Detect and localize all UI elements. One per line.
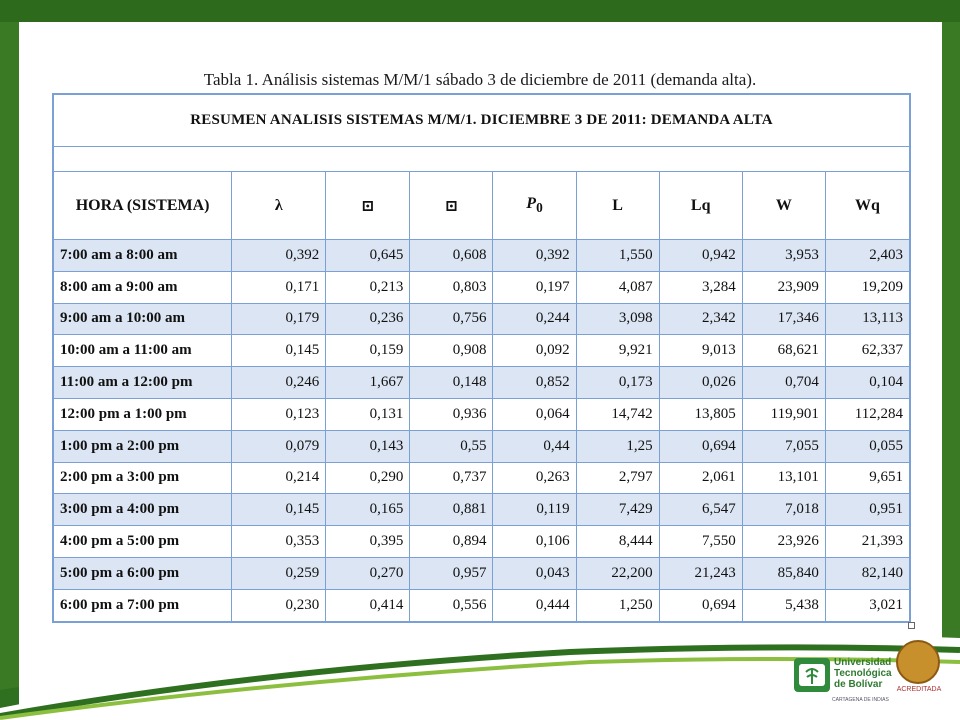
row-hora: 8:00 am a 9:00 am <box>54 271 232 303</box>
cell-value: 0,259 <box>232 557 326 589</box>
summary-table <box>52 93 911 623</box>
cell-value: 85,840 <box>742 557 825 589</box>
cell-value: 22,200 <box>576 557 659 589</box>
university-name <box>834 657 892 690</box>
cell-value: 0,694 <box>659 430 742 462</box>
cell-value: 0,173 <box>576 367 659 399</box>
cell-value: 14,742 <box>576 398 659 430</box>
cell-value: 0,55 <box>410 430 493 462</box>
cell-value: 0,079 <box>232 430 326 462</box>
row-hora: 10:00 am a 11:00 am <box>54 335 232 367</box>
cell-value: 13,805 <box>659 398 742 430</box>
row-hora: 1:00 pm a 2:00 pm <box>54 430 232 462</box>
table-row <box>54 526 910 558</box>
blank-row <box>54 147 910 172</box>
cell-value: 0,694 <box>659 589 742 621</box>
cell-value: 4,087 <box>576 271 659 303</box>
cell-value: 0,131 <box>326 398 410 430</box>
cell-value: 0,645 <box>326 240 410 272</box>
cell-value: 2,403 <box>825 240 909 272</box>
col-header-lq: Lq <box>659 172 742 240</box>
cell-value: 0,803 <box>410 271 493 303</box>
table-row <box>54 240 910 272</box>
cell-value: 7,550 <box>659 526 742 558</box>
cell-value: 23,926 <box>742 526 825 558</box>
cell-value: 0,165 <box>326 494 410 526</box>
col-header-p0: $P_0$ <box>493 172 576 240</box>
cell-value: 8,444 <box>576 526 659 558</box>
cell-value: 2,342 <box>659 303 742 335</box>
cell-value: 1,667 <box>326 367 410 399</box>
cell-value: 0,106 <box>493 526 576 558</box>
cell-value: 21,393 <box>825 526 909 558</box>
cell-value: 7,055 <box>742 430 825 462</box>
table-row <box>54 430 910 462</box>
slide-marker-box <box>908 622 915 629</box>
accreditation-seal-icon <box>896 640 940 684</box>
seal-label: ACREDITADA <box>896 686 942 693</box>
cell-value: 0,043 <box>493 557 576 589</box>
cell-value: 1,550 <box>576 240 659 272</box>
cell-value: 82,140 <box>825 557 909 589</box>
col-header-wq: Wq <box>825 172 909 240</box>
cell-value: 0,145 <box>232 335 326 367</box>
col-header-mu-icon: ⊡ <box>326 172 410 240</box>
logo-line3: de Bolívar <box>834 679 883 690</box>
cell-value: 13,101 <box>742 462 825 494</box>
cell-value: 0,414 <box>326 589 410 621</box>
cell-value: 0,951 <box>825 494 909 526</box>
cell-value: 0,179 <box>232 303 326 335</box>
table-caption: Tabla 1. Análisis sistemas M/M/1 sábado 3 de diciembre de 2011 (demanda alta). <box>203 70 757 89</box>
cell-value: 0,064 <box>493 398 576 430</box>
cell-value: 0,270 <box>326 557 410 589</box>
cell-value: 0,556 <box>410 589 493 621</box>
cell-value: 0,092 <box>493 335 576 367</box>
table-row <box>54 462 910 494</box>
cell-value: 3,098 <box>576 303 659 335</box>
cell-value: 0,236 <box>326 303 410 335</box>
cell-value: 0,214 <box>232 462 326 494</box>
row-hora: 9:00 am a 10:00 am <box>54 303 232 335</box>
logo-line2: Tecnológica <box>834 668 892 679</box>
cell-value: 9,651 <box>825 462 909 494</box>
cell-value: 0,942 <box>659 240 742 272</box>
logo-line1: Universidad <box>834 657 892 668</box>
cell-value: 0,171 <box>232 271 326 303</box>
row-hora: 6:00 pm a 7:00 pm <box>54 589 232 621</box>
cell-value: 0,957 <box>410 557 493 589</box>
cell-value: 0,026 <box>659 367 742 399</box>
table-row <box>54 589 910 621</box>
col-header-w: W <box>742 172 825 240</box>
cell-value: 0,055 <box>825 430 909 462</box>
cell-value: 3,021 <box>825 589 909 621</box>
cell-value: 0,159 <box>326 335 410 367</box>
cell-value: 5,438 <box>742 589 825 621</box>
cell-value: 6,547 <box>659 494 742 526</box>
table-row <box>54 557 910 589</box>
col-header-l: L <box>576 172 659 240</box>
cell-value: 0,213 <box>326 271 410 303</box>
cell-value: 2,797 <box>576 462 659 494</box>
row-hora: 2:00 pm a 3:00 pm <box>54 462 232 494</box>
row-hora: 5:00 pm a 6:00 pm <box>54 557 232 589</box>
cell-value: 2,061 <box>659 462 742 494</box>
summary-title: RESUMEN ANALISIS SISTEMAS M/M/1. DICIEMBRE 3 DE 2011: DEMANDA ALTA <box>54 95 910 147</box>
cell-value: 7,429 <box>576 494 659 526</box>
cell-value: 0,145 <box>232 494 326 526</box>
cell-value: 0,881 <box>410 494 493 526</box>
cell-value: 0,936 <box>410 398 493 430</box>
row-hora: 12:00 pm a 1:00 pm <box>54 398 232 430</box>
cell-value: 0,353 <box>232 526 326 558</box>
cell-value: 3,284 <box>659 271 742 303</box>
cell-value: 0,246 <box>232 367 326 399</box>
cell-value: 0,395 <box>326 526 410 558</box>
cell-value: 0,392 <box>232 240 326 272</box>
table-row <box>54 335 910 367</box>
cell-value: 0,123 <box>232 398 326 430</box>
table-row <box>54 271 910 303</box>
cell-value: 0,104 <box>825 367 909 399</box>
col-header-lambda: λ <box>232 172 326 240</box>
cell-value: 7,018 <box>742 494 825 526</box>
cell-value: 0,148 <box>410 367 493 399</box>
cell-value: 0,244 <box>493 303 576 335</box>
col-header-rho-icon: ⊡ <box>410 172 493 240</box>
cell-value: 1,250 <box>576 589 659 621</box>
row-hora: 4:00 pm a 5:00 pm <box>54 526 232 558</box>
row-hora: 3:00 pm a 4:00 pm <box>54 494 232 526</box>
cell-value: 0,44 <box>493 430 576 462</box>
cell-value: 0,852 <box>493 367 576 399</box>
cell-value: 0,737 <box>410 462 493 494</box>
cell-value: 17,346 <box>742 303 825 335</box>
table-row <box>54 367 910 399</box>
cell-value: 0,756 <box>410 303 493 335</box>
cell-value: 0,119 <box>493 494 576 526</box>
cell-value: 0,230 <box>232 589 326 621</box>
university-logo-icon <box>794 658 830 692</box>
table-row <box>54 494 910 526</box>
cell-value: 62,337 <box>825 335 909 367</box>
cell-value: 0,704 <box>742 367 825 399</box>
cell-value: 0,392 <box>493 240 576 272</box>
cell-value: 21,243 <box>659 557 742 589</box>
cell-value: 0,197 <box>493 271 576 303</box>
cell-value: 3,953 <box>742 240 825 272</box>
row-hora: 7:00 am a 8:00 am <box>54 240 232 272</box>
table-row <box>54 303 910 335</box>
cell-value: 0,908 <box>410 335 493 367</box>
cell-value: 23,909 <box>742 271 825 303</box>
table-row <box>54 398 910 430</box>
header-row <box>54 172 910 240</box>
cell-value: 1,25 <box>576 430 659 462</box>
cell-value: 0,143 <box>326 430 410 462</box>
logo-subtitle: CARTAGENA DE INDIAS <box>832 697 889 703</box>
cell-value: 0,263 <box>493 462 576 494</box>
cell-value: 119,901 <box>742 398 825 430</box>
cell-value: 0,444 <box>493 589 576 621</box>
cell-value: 112,284 <box>825 398 909 430</box>
cell-value: 68,621 <box>742 335 825 367</box>
col-header-hora: HORA (SISTEMA) <box>54 172 232 240</box>
cell-value: 0,290 <box>326 462 410 494</box>
cell-value: 9,013 <box>659 335 742 367</box>
cell-value: 13,113 <box>825 303 909 335</box>
row-hora: 11:00 am a 12:00 pm <box>54 367 232 399</box>
cell-value: 0,894 <box>410 526 493 558</box>
cell-value: 0,608 <box>410 240 493 272</box>
cell-value: 19,209 <box>825 271 909 303</box>
cell-value: 9,921 <box>576 335 659 367</box>
